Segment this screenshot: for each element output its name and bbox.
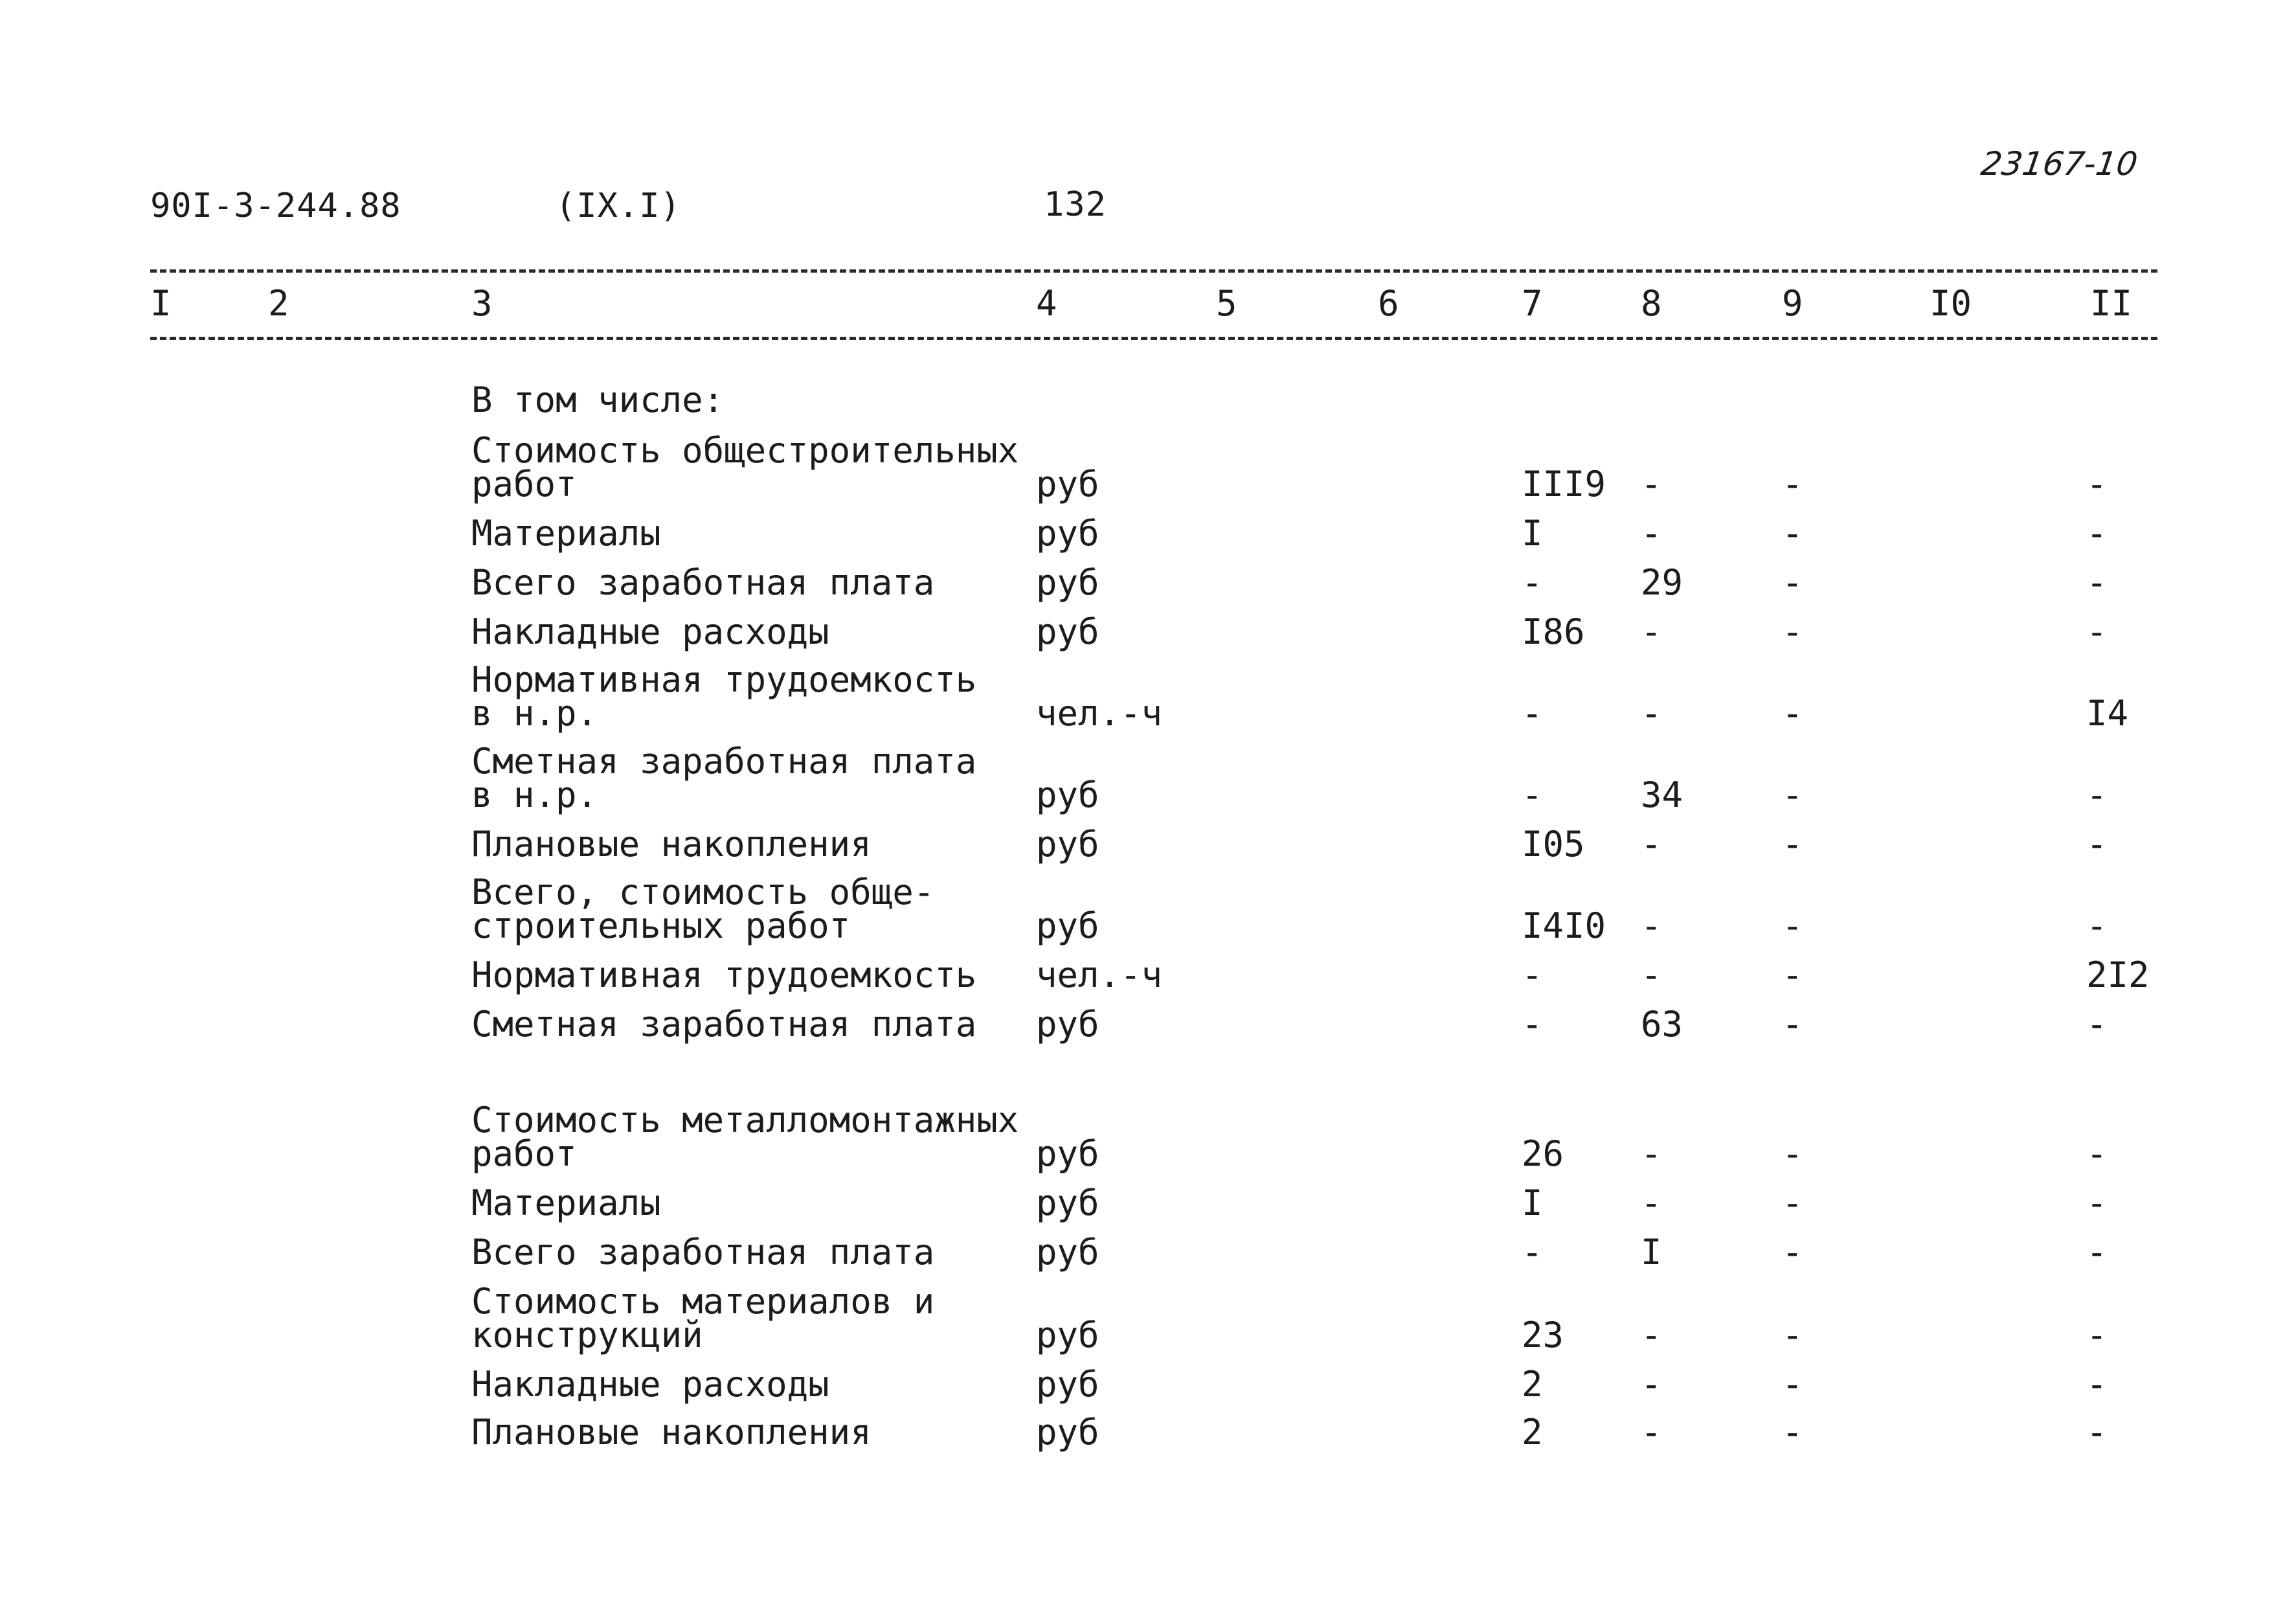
- row-16-description-line-1: Плановые накопления: [471, 1412, 872, 1453]
- row-7-description-line-1: Плановые накопления: [471, 824, 872, 865]
- row-8-col-9-value: -: [1782, 905, 1803, 946]
- row-8-col-7-value: I4I0: [1522, 905, 1606, 946]
- row-1-col-11-value: -: [2086, 464, 2108, 504]
- row-12-col-8-value: -: [1641, 1183, 1662, 1223]
- column-number-10: I0: [1930, 283, 1972, 324]
- column-number-5: 5: [1216, 283, 1237, 324]
- row-11-description-line-1: Стоимость металломонтажных: [471, 1100, 1019, 1140]
- row-7-unit-value: руб: [1036, 824, 1099, 865]
- section-code: (IX.I): [556, 187, 681, 225]
- row-7-col-8-value: -: [1641, 824, 1662, 865]
- row-10-col-9-value: -: [1782, 1004, 1803, 1045]
- row-14-col-7-value: 23: [1522, 1315, 1564, 1355]
- row-13-col-11-value: -: [2086, 1232, 2108, 1273]
- row-3-col-9-value: -: [1782, 562, 1803, 603]
- row-7-col-9-value: -: [1782, 824, 1803, 865]
- row-4-col-9-value: -: [1782, 611, 1803, 652]
- row-5-description-line-1: Нормативная трудоемкость: [471, 659, 977, 700]
- row-11-description-line-2: работ: [471, 1133, 577, 1174]
- row-14-col-9-value: -: [1782, 1315, 1803, 1355]
- row-1-description-line-2: работ: [471, 464, 577, 504]
- row-11-unit-value: руб: [1036, 1133, 1099, 1174]
- row-9-description-line-1: Нормативная трудоемкость: [471, 955, 977, 995]
- row-7-col-11-value: -: [2086, 824, 2108, 865]
- row-10-unit-value: руб: [1036, 1004, 1099, 1045]
- row-3-col-11-value: -: [2086, 562, 2108, 603]
- row-15-col-11-value: -: [2086, 1364, 2108, 1405]
- row-2-col-9-value: -: [1782, 513, 1803, 554]
- column-number-6: 6: [1378, 283, 1399, 324]
- row-6-col-7-value: -: [1522, 775, 1543, 815]
- row-5-col-11-value: I4: [2086, 693, 2129, 734]
- row-11-col-11-value: -: [2086, 1133, 2108, 1174]
- row-13-col-9-value: -: [1782, 1232, 1803, 1273]
- row-4-col-7-value: I86: [1522, 611, 1585, 652]
- column-number-9: 9: [1782, 283, 1803, 324]
- row-2-description-line-1: Материалы: [471, 513, 661, 554]
- row-11-col-7-value: 26: [1522, 1133, 1564, 1174]
- row-3-description-line-1: Всего заработная плата: [471, 562, 935, 603]
- column-number-4: 4: [1036, 283, 1057, 324]
- row-14-col-11-value: -: [2086, 1315, 2108, 1355]
- row-8-description-line-1: Всего, стоимость обще-: [471, 872, 935, 912]
- row-10-col-7-value: -: [1522, 1004, 1543, 1045]
- row-12-col-7-value: I: [1522, 1183, 1543, 1223]
- row-15-unit-value: руб: [1036, 1364, 1099, 1405]
- row-4-col-8-value: -: [1641, 611, 1662, 652]
- row-6-description-line-1: Сметная заработная плата: [471, 741, 977, 782]
- header-divider-bottom: [150, 337, 2157, 340]
- row-16-col-11-value: -: [2086, 1412, 2108, 1453]
- row-1-col-7-value: III9: [1522, 464, 1606, 504]
- row-14-col-8-value: -: [1641, 1315, 1662, 1355]
- row-16-col-8-value: -: [1641, 1412, 1662, 1453]
- row-12-col-11-value: -: [2086, 1183, 2108, 1223]
- row-9-col-9-value: -: [1782, 955, 1803, 995]
- row-12-description-line-1: Материалы: [471, 1183, 661, 1223]
- row-6-col-9-value: -: [1782, 775, 1803, 815]
- row-3-unit-value: руб: [1036, 562, 1099, 603]
- row-13-unit-value: руб: [1036, 1232, 1099, 1273]
- header-divider-top: [150, 269, 2157, 273]
- row-9-col-8-value: -: [1641, 955, 1662, 995]
- row-8-unit-value: руб: [1036, 905, 1099, 946]
- row-13-description-line-1: Всего заработная плата: [471, 1232, 935, 1273]
- row-9-unit-value: чел.-ч: [1036, 955, 1163, 995]
- row-12-unit-value: руб: [1036, 1183, 1099, 1223]
- column-number-2: 2: [268, 283, 289, 324]
- column-number-7: 7: [1522, 283, 1543, 324]
- row-15-description-line-1: Накладные расходы: [471, 1364, 829, 1405]
- row-16-unit-value: руб: [1036, 1412, 1099, 1453]
- row-6-unit-value: руб: [1036, 775, 1099, 815]
- row-9-col-11-value: 2I2: [2086, 955, 2150, 995]
- row-6-col-11-value: -: [2086, 775, 2108, 815]
- row-8-col-8-value: -: [1641, 905, 1662, 946]
- handwritten-sheet-reference: 23167-10: [1978, 145, 2140, 183]
- row-10-col-8-value: 63: [1641, 1004, 1683, 1045]
- document-code: 90I-3-244.88: [150, 187, 401, 225]
- column-number-8: 8: [1641, 283, 1662, 324]
- row-2-col-11-value: -: [2086, 513, 2108, 554]
- row-13-col-8-value: I: [1641, 1232, 1662, 1273]
- row-5-col-9-value: -: [1782, 693, 1803, 734]
- row-3-col-7-value: -: [1522, 562, 1543, 603]
- page-number: 132: [1044, 185, 1107, 224]
- row-15-col-8-value: -: [1641, 1364, 1662, 1405]
- row-10-description-line-1: Сметная заработная плата: [471, 1004, 977, 1045]
- row-14-description-line-2: конструкций: [471, 1315, 703, 1355]
- row-5-col-7-value: -: [1522, 693, 1543, 734]
- row-13-col-7-value: -: [1522, 1232, 1543, 1273]
- row-4-col-11-value: -: [2086, 611, 2108, 652]
- row-15-col-9-value: -: [1782, 1364, 1803, 1405]
- row-8-description-line-2: строительных работ: [471, 905, 851, 946]
- row-5-col-8-value: -: [1641, 693, 1662, 734]
- row-6-col-8-value: 34: [1641, 775, 1683, 815]
- row-1-col-9-value: -: [1782, 464, 1803, 504]
- row-14-description-line-1: Стоимость материалов и: [471, 1281, 935, 1322]
- row-11-col-8-value: -: [1641, 1133, 1662, 1174]
- row-1-col-8-value: -: [1641, 464, 1662, 504]
- row-14-unit-value: руб: [1036, 1315, 1099, 1355]
- row-2-col-7-value: I: [1522, 513, 1543, 554]
- row-2-unit-value: руб: [1036, 513, 1099, 554]
- row-7-col-7-value: I05: [1522, 824, 1585, 865]
- row-15-col-7-value: 2: [1522, 1364, 1543, 1405]
- column-number-11: II: [2090, 283, 2133, 324]
- row-4-description-line-1: Накладные расходы: [471, 611, 829, 652]
- row-8-col-11-value: -: [2086, 905, 2108, 946]
- row-3-col-8-value: 29: [1641, 562, 1683, 603]
- row-2-col-8-value: -: [1641, 513, 1662, 554]
- row-1-description-line-1: Стоимость общестроительных: [471, 430, 1019, 471]
- row-10-col-11-value: -: [2086, 1004, 2108, 1045]
- row-9-col-7-value: -: [1522, 955, 1543, 995]
- row-16-col-9-value: -: [1782, 1412, 1803, 1453]
- row-4-unit-value: руб: [1036, 611, 1099, 652]
- row-11-col-9-value: -: [1782, 1133, 1803, 1174]
- row-1-unit-value: руб: [1036, 464, 1099, 504]
- row-6-description-line-2: в н.р.: [471, 775, 598, 815]
- section-heading: В том числе:: [471, 379, 725, 420]
- row-12-col-9-value: -: [1782, 1183, 1803, 1223]
- column-number-3: 3: [471, 283, 493, 324]
- row-5-unit-value: чел.-ч: [1036, 693, 1163, 734]
- column-number-1: I: [150, 283, 172, 324]
- row-5-description-line-2: в н.р.: [471, 693, 598, 734]
- row-16-col-7-value: 2: [1522, 1412, 1543, 1453]
